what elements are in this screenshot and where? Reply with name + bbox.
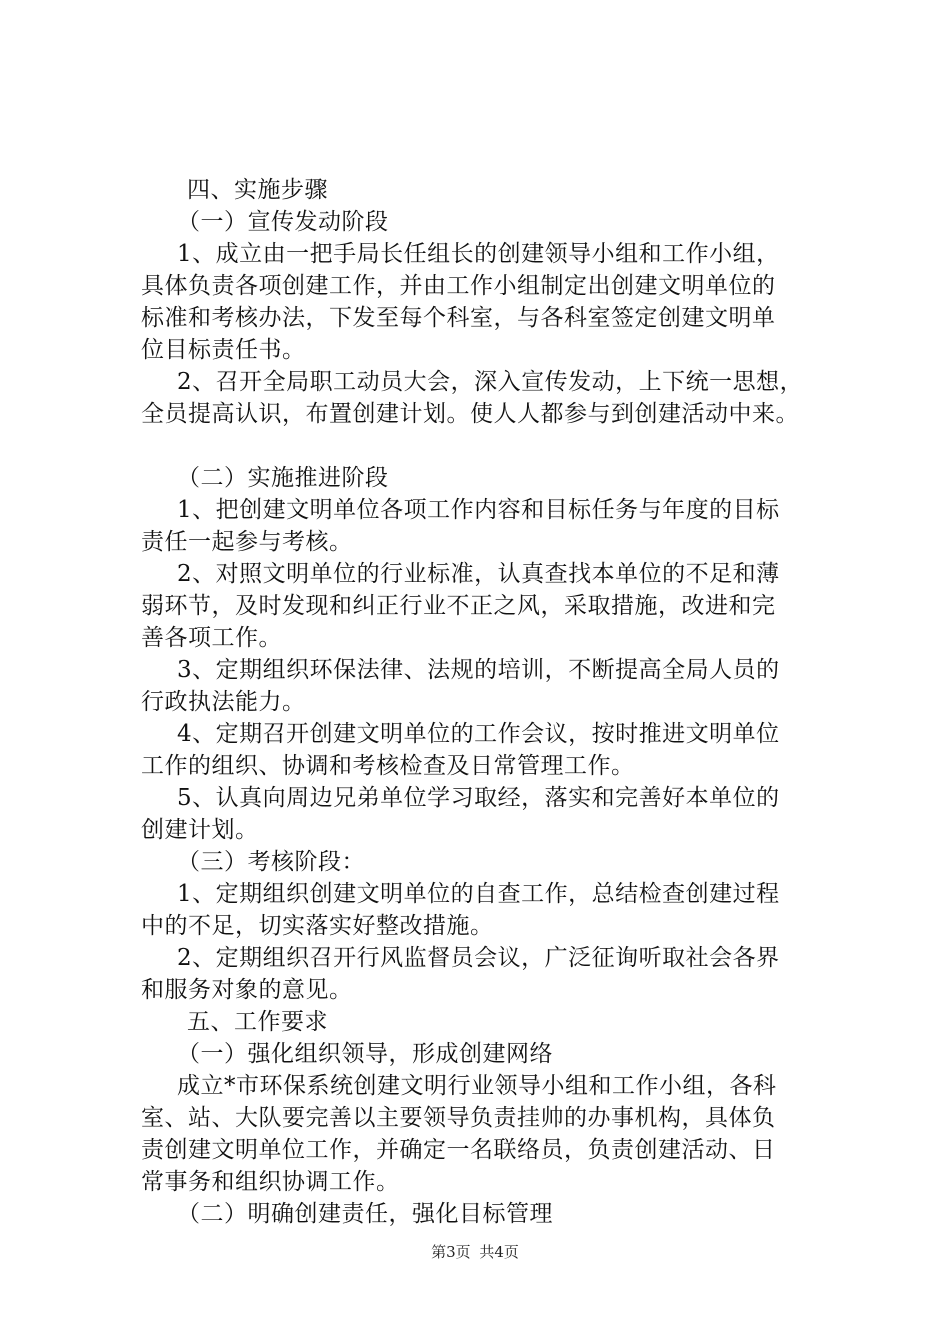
paragraph-line: 责任一起参与考核。 [141, 529, 353, 555]
paragraph-line: 2、对照文明单位的行业标准，认真查找本单位的不足和薄 [177, 561, 780, 587]
paragraph-line: 行政执法能力。 [141, 689, 306, 715]
subsection-heading-1: （一）强化组织领导，形成创建网络 [177, 1041, 553, 1067]
subsection-heading-2: （二）明确创建责任，强化目标管理 [177, 1201, 553, 1227]
paragraph-line: 工作的组织、协调和考核检查及日常管理工作。 [141, 753, 635, 779]
paragraph-line: 成立*市环保系统创建文明行业领导小组和工作小组，各科 [177, 1073, 777, 1099]
paragraph-line: 4、定期召开创建文明单位的工作会议，按时推进文明单位 [177, 721, 780, 747]
paragraph-line: 1、把创建文明单位各项工作内容和目标任务与年度的目标 [177, 497, 780, 523]
paragraph-line: 善各项工作。 [141, 625, 282, 651]
page-total: 共4页 [479, 1243, 519, 1261]
subsection-heading-1: （一）宣传发动阶段 [177, 209, 389, 235]
paragraph-line: 位目标责任书。 [141, 337, 306, 363]
paragraph-line: 2、召开全局职工动员大会，深入宣传发动，上下统一思想， [177, 369, 804, 395]
paragraph-line: 室、站、大队要完善以主要领导负责挂帅的办事机构，具体负 [141, 1105, 776, 1131]
paragraph-line: 2、定期组织召开行风监督员会议，广泛征询听取社会各界 [177, 945, 780, 971]
paragraph-line: 中的不足，切实落实好整改措施。 [141, 913, 494, 939]
paragraph-line: 5、认真向周边兄弟单位学习取经，落实和完善好本单位的 [177, 785, 780, 811]
paragraph-line: 常事务和组织协调工作。 [141, 1169, 400, 1195]
page-footer [0, 1242, 950, 1262]
paragraph-line: 1、成立由一把手局长任组长的创建领导小组和工作小组， [177, 241, 780, 267]
subsection-heading-3: （三）考核阶段： [177, 849, 365, 875]
document-body [141, 174, 841, 1230]
paragraph-line: 1、定期组织创建文明单位的自查工作，总结检查创建过程 [177, 881, 780, 907]
paragraph-line: 和服务对象的意见。 [141, 977, 353, 1003]
subsection-heading-2: （二）实施推进阶段 [177, 465, 389, 491]
paragraph-line: 全员提高认识，布置创建计划。使人人都参与到创建活动中来。 [141, 401, 799, 427]
paragraph-line: 标准和考核办法，下发至每个科室，与各科室签定创建文明单 [141, 305, 776, 331]
paragraph-line: 3、定期组织环保法律、法规的培训，不断提高全局人员的 [177, 657, 780, 683]
paragraph-line: 弱环节，及时发现和纠正行业不正之风，采取措施，改进和完 [141, 593, 776, 619]
paragraph-line: 创建计划。 [141, 817, 259, 843]
section-heading-4: 四、实施步骤 [187, 177, 328, 203]
paragraph-line: 具体负责各项创建工作，并由工作小组制定出创建文明单位的 [141, 273, 776, 299]
paragraph-line: 责创建文明单位工作，并确定一名联络员，负责创建活动、日 [141, 1137, 776, 1163]
paragraph-gap [141, 430, 841, 462]
section-heading-5: 五、工作要求 [187, 1009, 328, 1035]
page-number: 第3页 [431, 1243, 471, 1261]
